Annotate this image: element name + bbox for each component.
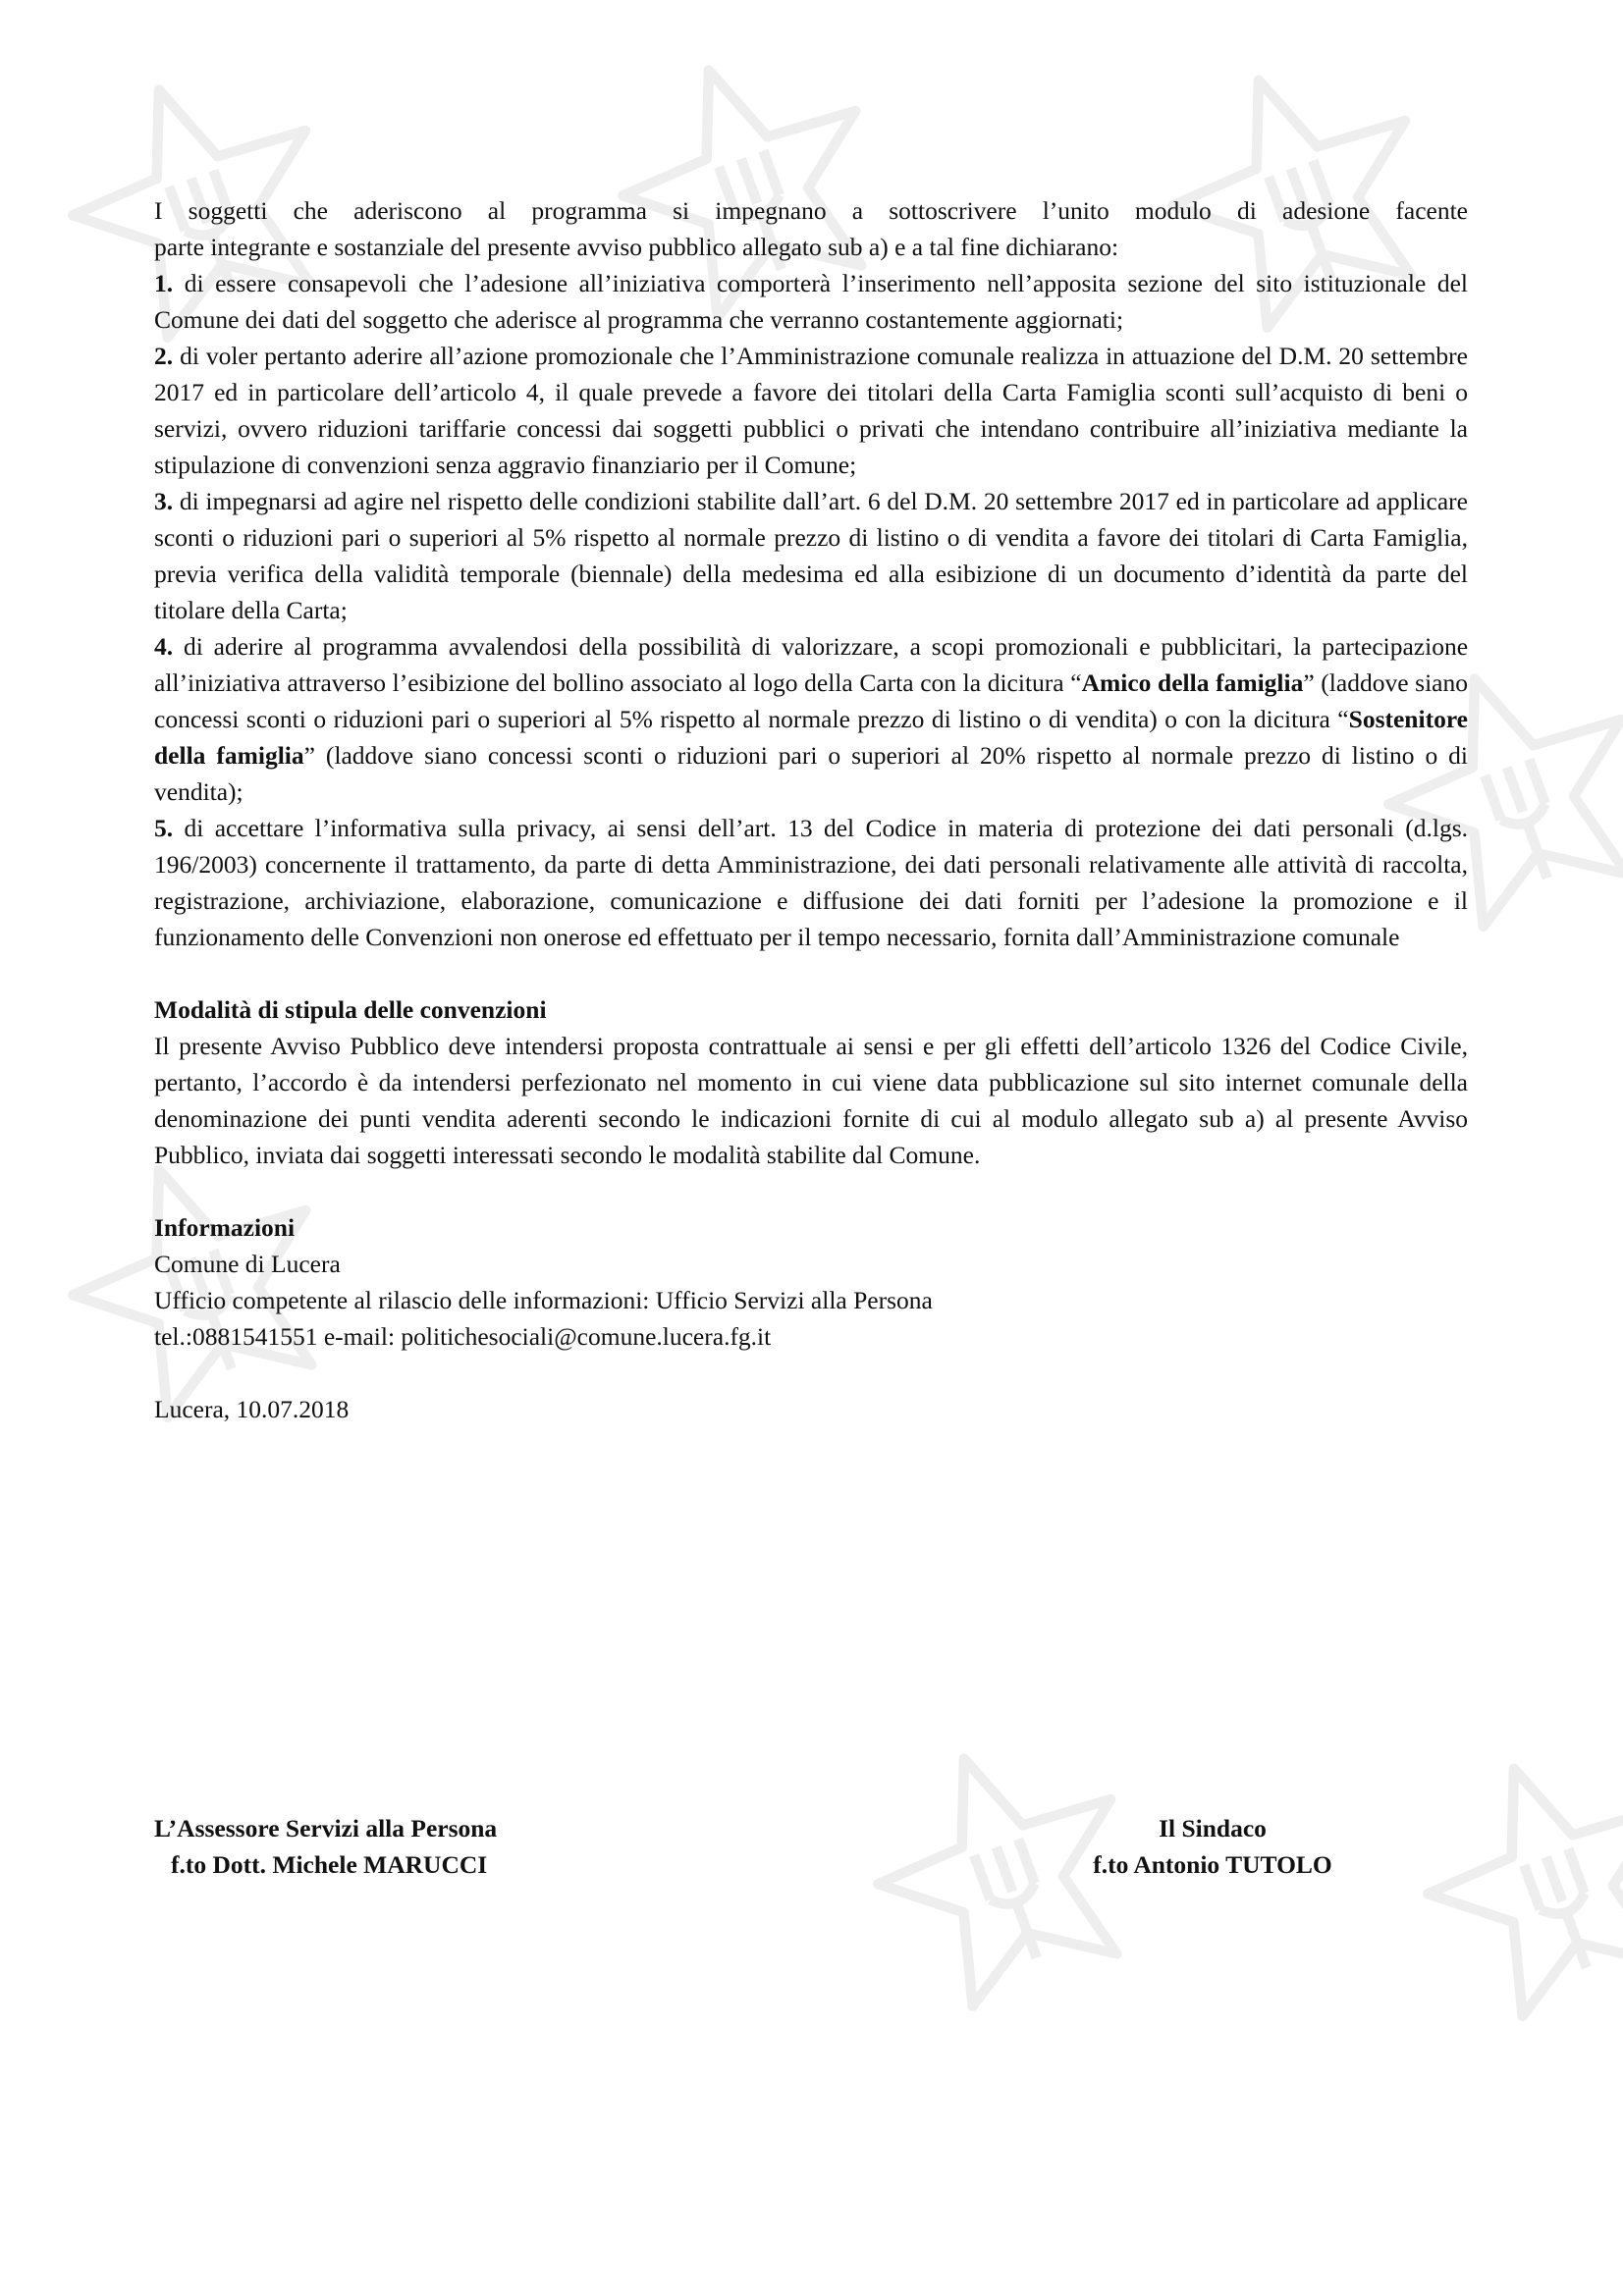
item-number: 1.	[154, 269, 174, 297]
place-date: Lucera, 10.07.2018	[154, 1395, 350, 1423]
info-line: Ufficio competente al rilascio delle informazioni: Ufficio Servizi alla Persona	[154, 1286, 933, 1314]
declaration-item-2	[154, 338, 1468, 483]
intro-line: I soggetti che aderiscono al programma si impegnano a sottoscrivere l’unito modulo di adesione facente	[154, 196, 1468, 225]
item-text: di accettare l’informativa sulla privacy, ai sensi dell’art. 13 del Codice in materia di protezione dei dati personali (d.lgs. 196/2003) concernente il trattamento, da parte di detta Amministrazione, dei dati personali relativamente alle attività di raccolta, registrazione, archiviazione, elaborazione, comunicazione e diffusione dei dati forniti per l’adesione la promozione e il funzionamento delle Convenzioni non onerose ed effettuato per il tempo necessario, fornita dall’Amministrazione comunale	[154, 814, 1468, 951]
item-text: di essere consapevoli che l’adesione all’iniziativa comporterà l’inserimento nell’apposita sezione del sito istituzionale del Comune dei dati del soggetto che aderisce al programma che verranno costantemente aggiornati;	[154, 269, 1468, 334]
declaration-item-1	[154, 265, 1468, 338]
item-text: di aderire al programma avvalendosi della possibilità di valorizzare, a scopi promozionali e pubblicitari, la partecipazione all’iniziativa attraverso l’esibizione del bollino associato al logo della Carta con la dicitura “	[154, 632, 1469, 697]
section-heading: Modalità di stipula delle convenzioni	[154, 995, 547, 1024]
signatory-name: f.to Antonio TUTOLO	[1093, 1850, 1332, 1879]
mayor-signature	[1060, 1810, 1365, 1883]
item-number: 5.	[154, 814, 174, 842]
item-text: di impegnarsi ad agire nel rispetto delle condizioni stabilite dall’art. 6 del D.M. 20 settembre 2017 ed in particolare ad applicare sconti o riduzioni pari o superiori al 5% rispetto al normale prezzo di listino o di vendita a favore dei titolari di Carta Famiglia, previa verifica della validità temporale (biennale) della medesima ed alla esibizione di un documento d’identità da parte del titolare della Carta;	[154, 487, 1468, 624]
item-bold-term: Sostenitore della famiglia	[154, 705, 1468, 770]
document-body	[154, 192, 1468, 1427]
intro-line: parte integrante e sostanziale del presente avviso pubblico allegato sub a) e a tal fine dichiarano:	[154, 233, 1119, 261]
fork-star-logo-icon	[1354, 1691, 1623, 2079]
item-text: ” (laddove siano concessi sconti o riduzioni pari o superiori al 20% rispetto al normale prezzo di listino o di vendita);	[154, 741, 1468, 806]
declaration-item-5	[154, 810, 1468, 955]
assessor-signature	[154, 1810, 497, 1883]
item-number: 3.	[154, 487, 174, 515]
info-line: tel.:0881541551 e-mail: politichesociali@comune.lucera.fg.it	[154, 1322, 772, 1351]
declaration-item-4	[154, 628, 1468, 810]
item-text: ” (laddove siano concessi sconti o riduzioni pari o superiori al 5% rispetto al normale prezzo di listino o di vendita) o con la dicitura “	[154, 668, 1468, 733]
signatory-title: Il Sindaco	[1159, 1814, 1267, 1842]
item-bold-term: Amico della famiglia	[1081, 668, 1304, 697]
signatory-title: L’Assessore Servizi alla Persona	[154, 1814, 498, 1842]
info-line: Comune di Lucera	[154, 1250, 341, 1278]
item-number: 4.	[154, 632, 174, 661]
section-text: Il presente Avviso Pubblico deve intendersi proposta contrattuale ai sensi e per gli effetti dell’articolo 1326 del Codice Civile, pertanto, l’accordo è da intendersi perfezionato nel momento in cui viene data pubblicazione sul sito internet comunale della denominazione dei punti vendita aderenti secondo le indicazioni fornite di cui al modulo allegato sub a) al presente Avviso Pubblico, inviata dai soggetti interessati secondo le modalità stabilite dal Comune.	[154, 1032, 1468, 1169]
section-heading: Informazioni	[154, 1213, 296, 1242]
signatory-name: f.to Dott. Michele MARUCCI	[171, 1850, 488, 1879]
declaration-item-3	[154, 483, 1468, 628]
item-text: di voler pertanto aderire all’azione promozionale che l’Amministrazione comunale realizza in attuazione del D.M. 20 settembre 2017 ed in particolare dell’articolo 4, il quale prevede a favore dei titolari della Carta Famiglia sconti sull’acquisto di beni o servizi, ovvero riduzioni tariffarie concessi dai soggetti pubblici o privati che intendano contribuire all’iniziativa mediante la stipulazione di convenzioni senza aggravio finanziario per il Comune;	[154, 342, 1468, 479]
item-number: 2.	[154, 342, 174, 370]
